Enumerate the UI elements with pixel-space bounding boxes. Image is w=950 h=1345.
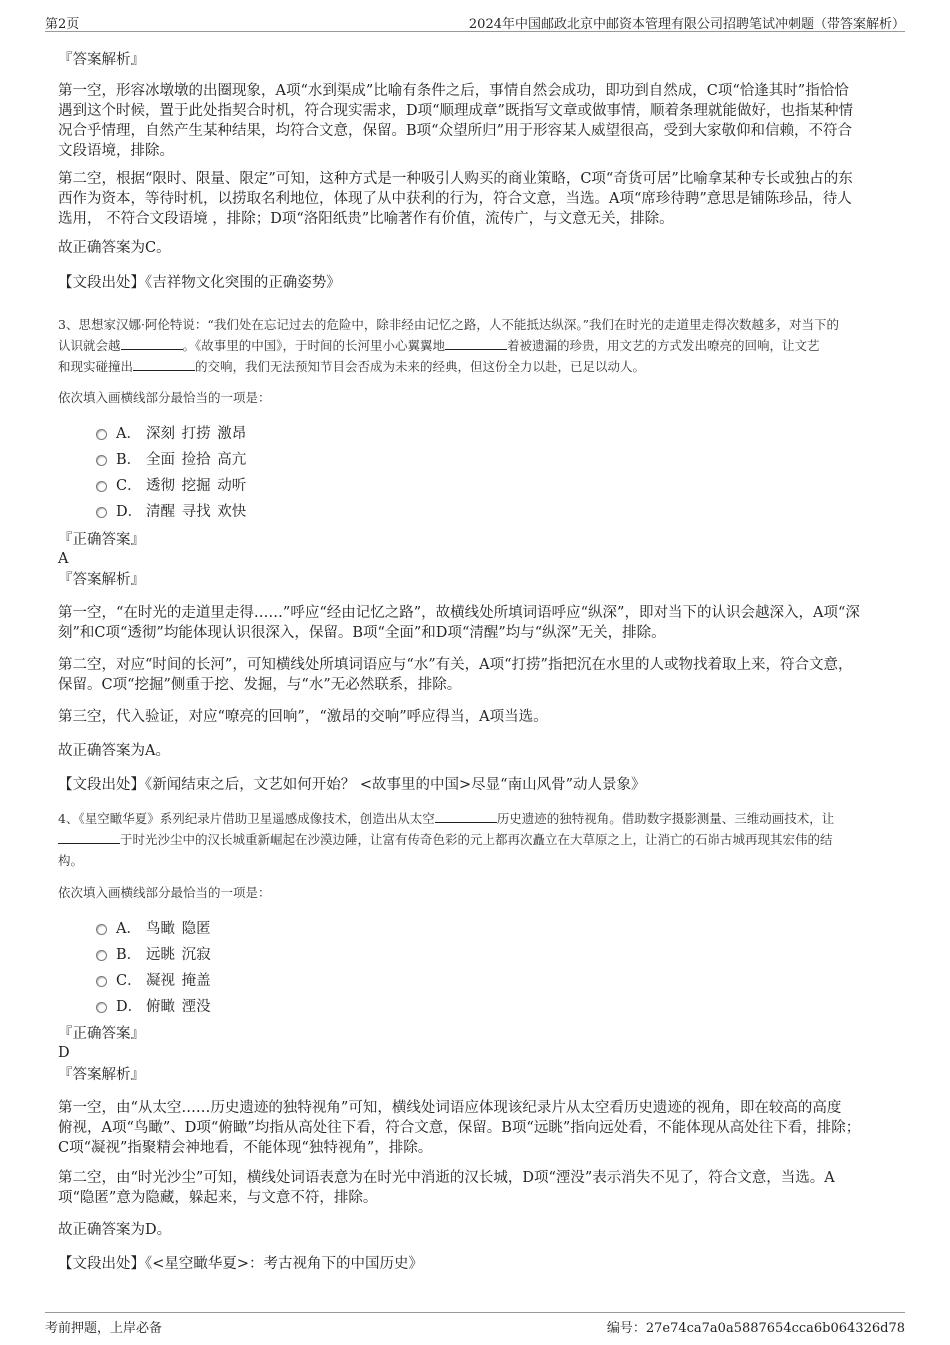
text-line: 况合乎情理，自然产生某种结果，均符合文意，保留。B项“众望所归”用于形容某人威望很高，受到大家敬仰和信赖，不符合 xyxy=(58,123,852,139)
text-line: 第二空，根据“限时、限量、限定”可知，这种方式是一种吸引人购买的商业策略，C项“奇货可居”比喻拿某种专长或独占的东 xyxy=(58,171,853,187)
text-line: 西作为资本，等待时机，以捞取名利地位，体现了从中获利的行为，符合文意，当选。A项“席珍待聘”意思是铺陈珍品，待人 xyxy=(58,191,852,207)
q3-analysis-p3: 第三空，代入验证，对应“嘹亮的回响”，“激昂的交响”呼应得当，A项当选。 xyxy=(58,709,548,725)
text-line: 第二空，对应“时间的长河”，可知横线处所填词语应与“水”有关，A项“打捞”指把沉在水里的人或物找着取上来，符合文意， xyxy=(58,657,853,673)
q4-analysis-label: 『答案解析』 xyxy=(58,1067,145,1083)
q3-answer-label: 『正确答案』 xyxy=(58,532,145,548)
text-line: C项“凝视”指聚精会神地看，不能体现“独特视角”，排除。 xyxy=(58,1140,433,1156)
q4-option-c[interactable]: C． 凝视 掩盖 xyxy=(96,971,211,991)
document-id: 编号：27e74ca7a0a5887654cca6b064326d78 xyxy=(606,1321,905,1336)
q2-analysis-p1 xyxy=(58,81,853,161)
radio-button[interactable] xyxy=(96,507,107,518)
text-line: 遇到这个时候，置于此处指契合时机，符合现实需求，D项“顺理成章”既指写文章或做事情，顺着条理就能做好，也指某种情 xyxy=(58,103,853,119)
q4-option-b[interactable]: B． 远眺 沉寂 xyxy=(96,945,211,965)
radio-button[interactable] xyxy=(96,429,107,440)
q3-option-c[interactable]: C． 透彻 挖掘 动听 xyxy=(96,476,246,496)
q3-analysis-p1 xyxy=(58,603,860,643)
radio-button[interactable] xyxy=(96,1002,107,1013)
analysis-label: 『答案解析』 xyxy=(58,52,145,68)
q4-analysis-p1 xyxy=(58,1098,860,1158)
text-line: 刻”和C项“透彻”均能体现认识很深入，保留。B项“全面”和D项“清醒”均与“纵深”无关，排除。 xyxy=(58,625,666,641)
text-line: 文段语境，排除。 xyxy=(58,143,174,159)
q2-analysis-p2 xyxy=(58,169,853,229)
q4-conclusion: 故正确答案为D。 xyxy=(58,1222,172,1238)
text-line: 认识就会越 。《故事里的中国》，于时间的长河里小心翼翼地 着被遗漏的珍贵，用文艺的方式发出嘹亮的回响，让文艺 xyxy=(58,338,820,353)
page-footer xyxy=(45,1312,905,1336)
text-line: 于时光沙尘中的汉长城重新崛起在沙漠边陲，让富有传奇色彩的元上都再次矗立在大草原之上，让消亡的石峁古城再现其宏伟的结 xyxy=(58,829,834,850)
q3-option-b[interactable]: B． 全面 捡拾 高亢 xyxy=(96,450,246,470)
q3-prompt: 依次填入画横线部分最恰当的一项是： xyxy=(58,390,271,405)
q3-option-a[interactable]: A． 深刻 打捞 激昂 xyxy=(96,424,246,444)
radio-button[interactable] xyxy=(96,481,107,492)
fill-blank xyxy=(58,831,120,844)
q4-prompt: 依次填入画横线部分最恰当的一项是： xyxy=(58,885,271,900)
text-line: 构。 xyxy=(58,853,84,868)
q2-conclusion: 故正确答案为C。 xyxy=(58,240,171,256)
text-line: 和现实碰撞出 的交响，我们无法预知节目会否成为未来的经典，但这份全力以赴，已足以动人。 xyxy=(58,359,646,374)
page-header xyxy=(45,12,905,32)
q2-source: 【文段出处】《吉祥物文化突围的正确姿势》 xyxy=(58,275,341,291)
text-line: 4、《星空瞰华夏》系列纪录片借助卫星遥感成像技术，创造出从太空 历史遗迹的独特视角。借助数字摄影测量、三维动画技术，让 xyxy=(58,811,835,826)
text-line: 保留。C项“挖掘”侧重于挖、发掘，与“水”无必然联系，排除。 xyxy=(58,677,462,693)
fill-blank xyxy=(121,337,183,350)
q4-answer-label: 『正确答案』 xyxy=(58,1026,145,1042)
fill-blank xyxy=(133,358,195,371)
q4-option-a[interactable]: A． 鸟瞰 隐匿 xyxy=(96,919,211,939)
q3-analysis-p2 xyxy=(58,655,852,695)
text-line: 选用， 不符合文段语境 ，排除；D项“洛阳纸贵”比喻著作有价值，流传广，与文意无关，排除。 xyxy=(58,211,674,227)
q3-option-d[interactable]: D． 清醒 寻找 欢快 xyxy=(96,502,246,522)
q3-analysis-label: 『答案解析』 xyxy=(58,572,145,588)
q3-stem xyxy=(58,314,839,377)
q3-answer: A xyxy=(58,551,69,567)
radio-button[interactable] xyxy=(96,950,107,961)
q4-stem xyxy=(58,808,834,871)
text-line: 3、思想家汉娜·阿伦特说：“我们处在忘记过去的危险中，除非经由记忆之路，人不能抵达纵深。”我们在时光的走道里走得次数越多，对当下的 xyxy=(58,317,839,332)
fill-blank xyxy=(435,810,497,823)
q3-conclusion: 故正确答案为A。 xyxy=(58,743,170,759)
q4-option-d[interactable]: D． 俯瞰 湮没 xyxy=(96,997,211,1017)
text-line: 项“隐匿”意为隐藏，躲起来，与文意不符，排除。 xyxy=(58,1190,378,1206)
text-line: 第一空，由“从太空……历史遗迹的独特视角”可知，横线处词语应体现该纪录片从太空看历史遗迹的视角，即在较高的高度 xyxy=(58,1100,842,1116)
document-title: 2024年中国邮政北京中邮资本管理有限公司招聘笔试冲刺题（带答案解析） xyxy=(468,17,905,32)
q4-source: 【文段出处】《<星空瞰华夏>：考古视角下的中国历史》 xyxy=(58,1256,424,1272)
q4-answer: D xyxy=(58,1045,70,1061)
radio-button[interactable] xyxy=(96,455,107,466)
fill-blank xyxy=(445,337,507,350)
radio-button[interactable] xyxy=(96,976,107,987)
text-line: 第二空，由“时光沙尘”可知，横线处词语表意为在时光中消逝的汉长城，D项“湮没”表示消失不见了，符合文意，当选。A xyxy=(58,1170,835,1186)
text-line: 第一空，“在时光的走道里走得……”呼应“经由记忆之路”，故横线处所填词语呼应“纵深”，即对当下的认识会越深入，A项“深 xyxy=(58,605,860,621)
page-number: 第2页 xyxy=(45,17,80,32)
footer-slogan: 考前押题，上岸必备 xyxy=(45,1321,163,1336)
text-line: 第一空，形容冰墩墩的出圈现象，A项“水到渠成”比喻有条件之后，事情自然会成功，即功到自然成，C项“恰逢其时”指恰恰 xyxy=(58,83,849,99)
q4-analysis-p2 xyxy=(58,1168,835,1208)
radio-button[interactable] xyxy=(96,924,107,935)
q3-source: 【文段出处】《新闻结束之后，文艺如何开始？ <故事里的中国>尽显“南山风骨”动人景象》 xyxy=(58,777,646,793)
text-line: 俯视，A项“鸟瞰”、D项“俯瞰”均指从高处往下看，符合文意，保留。B项“远眺”指向远处看，不能体现从高处往下看，排除； xyxy=(58,1120,861,1136)
